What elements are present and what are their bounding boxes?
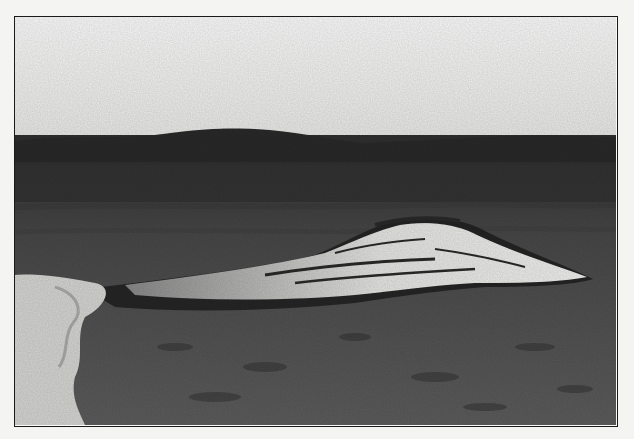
landscape-photograph: [15, 17, 616, 425]
photo-grain-overlay: [15, 17, 616, 425]
photo-subject: [0, 0, 1, 1]
photo-plate-frame: [14, 16, 618, 427]
